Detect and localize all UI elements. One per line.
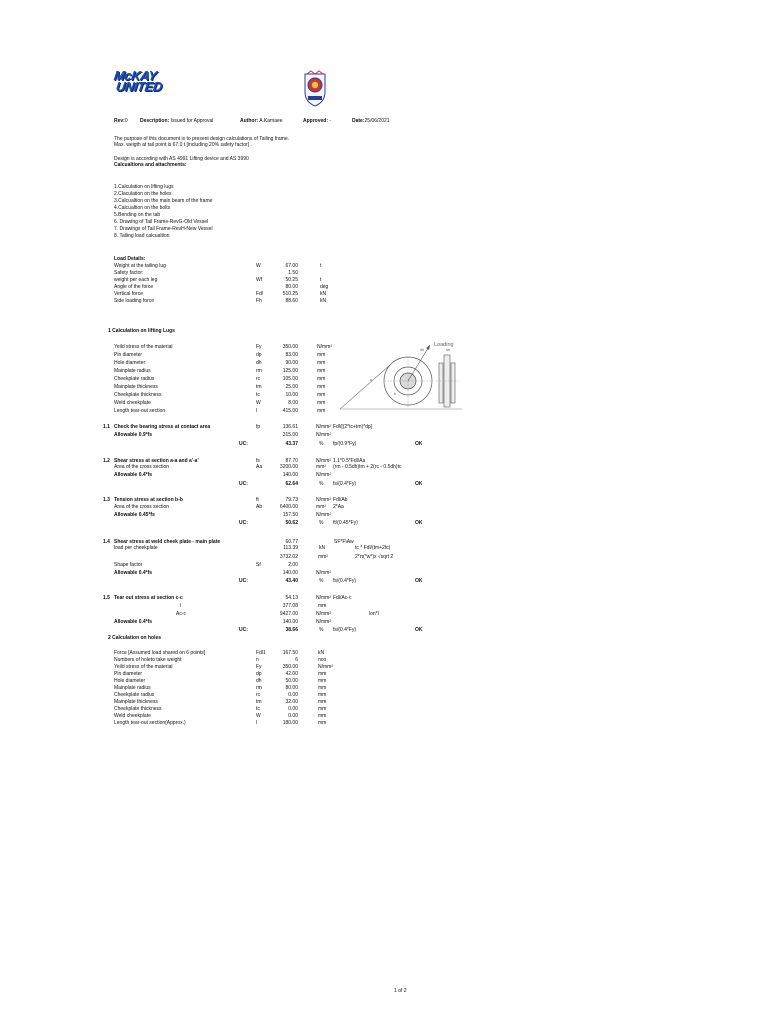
description-field [140, 119, 213, 124]
rev-value: 0 [124, 118, 128, 124]
row-label: weight per each leg [114, 277, 158, 283]
toc-item: 4.Calcualtion on the bolts [114, 205, 171, 211]
row-symbol: W [256, 400, 261, 406]
s11-title: Check the bearing stress at contact area [114, 424, 211, 430]
s14-value5: 140.00 [282, 570, 298, 576]
s14-title: Shear stress at weld cheek plate - main plate [114, 539, 221, 545]
row-value: 25.00 [285, 384, 298, 390]
row-unit: mm [317, 400, 326, 406]
s15-unit2: mm [318, 603, 327, 609]
s11-number: 1.1 [103, 424, 110, 430]
row-symbol: l [256, 408, 258, 414]
row-label: Cheekplate thickness [114, 706, 162, 712]
s15-sub-l: l [180, 603, 182, 609]
s13-subtitle: Area of the cross section [114, 504, 170, 510]
section1-heading: 1 Calculation on lifting Lugs [108, 328, 175, 334]
s12-number: 1.2 [103, 458, 110, 464]
s13-unit1: N/mm² [316, 497, 331, 503]
s13-formula1: Fdl/Ab [333, 497, 348, 503]
row-symbol: n [256, 657, 259, 663]
row-label: Cheekplate radius [114, 692, 155, 698]
row-unit: mm [317, 368, 326, 374]
s13-symbol2: Ab [256, 504, 263, 510]
s13-number: 1.3 [103, 497, 110, 503]
s14-ok: OK [415, 578, 423, 584]
s13-symbol1: ft [256, 497, 259, 503]
s11-formula1: Fdl/[(2*tc+tm)*dp] [333, 424, 373, 430]
row-symbol: Fdl [256, 291, 263, 297]
row-label: Cheekplate thickness [114, 392, 162, 398]
row-value: 0.00 [288, 706, 298, 712]
row-label: Length tear-out section(Approx.) [114, 720, 186, 726]
s11-uc-value: 43.37 [285, 441, 298, 447]
s14-uc-label: UC: [239, 578, 248, 584]
s15-value1: 54.13 [285, 595, 298, 601]
s14-uc-value: 43.40 [285, 578, 298, 584]
intro-line3: Design is according with AS 4991 Lifting device and AS 3990 [114, 156, 249, 162]
s12-uc-formula: fs/(0.4*Fy) [333, 481, 357, 487]
row-symbol: Fy [256, 344, 262, 350]
row-value: 0.00 [288, 713, 298, 719]
s12-value1: 87.70 [285, 458, 298, 464]
s14-shape-label: Shape factor [114, 562, 143, 568]
row-label: Length tear-out section [114, 408, 166, 414]
row-value: 80.00 [285, 685, 298, 691]
s13-unit2: mm² [316, 504, 326, 510]
toc-item: 5.Bending on the tab [114, 212, 161, 218]
s13-allowable: Allowable 0.45*fs [114, 512, 155, 518]
s14-number: 1.4 [103, 539, 110, 545]
s11-symbol: fp [256, 424, 261, 430]
row-label: Mainplate radius [114, 685, 151, 691]
rev-field [114, 119, 128, 124]
page-number: 1 of 2 [394, 988, 407, 994]
s14-allowable: Allowable 0.4*fs [114, 570, 153, 576]
s14-formula3: 2*π(*w*)x √sqrt 2 [355, 554, 394, 560]
row-label: Force [Assumed load shared on 6 points] [114, 650, 206, 656]
s11-unit2: N/mm² [316, 432, 331, 438]
toc-item: 1.Calculation on lifting lugs [114, 184, 174, 190]
row-label: Hole diameter [114, 678, 146, 684]
row-unit: mm [318, 692, 327, 698]
s11-value2: 315.00 [282, 432, 298, 438]
row-value: 0.00 [288, 692, 298, 698]
row-value: 415.00 [282, 408, 298, 414]
row-label: Hole diameter [114, 360, 146, 366]
row-unit: kN [318, 650, 325, 656]
s15-formula1: Fdl/Ac-c [333, 595, 352, 601]
toc-item: 2.Claculation on the holes [114, 191, 172, 197]
s11-value1: 136.61 [282, 424, 298, 430]
row-label: Cheekplate radius [114, 376, 155, 382]
svg-text:a: a [370, 378, 372, 382]
row-unit: t [320, 277, 322, 283]
row-unit: mm [317, 352, 326, 358]
s15-formula3: lon*l [369, 611, 379, 617]
date-field [352, 119, 390, 124]
s14-uc-formula: fs/(0.4*Fy) [333, 578, 357, 584]
s12-uc-value: 62.64 [285, 481, 298, 487]
row-value: 510.25 [282, 291, 298, 297]
row-value: 50.00 [285, 678, 298, 684]
s12-symbol1: fs [256, 458, 260, 464]
s12-uc-unit: % [319, 481, 324, 487]
s12-value3: 140.00 [282, 472, 298, 478]
row-symbol: l [256, 720, 258, 726]
s14-value3: 3732.02 [279, 554, 298, 560]
row-symbol: tc [256, 706, 260, 712]
row-label: Weight at the tailing lug [114, 263, 166, 269]
row-symbol: tc [256, 392, 260, 398]
load-details-heading: Load Details: [114, 256, 146, 262]
author-label: Author: [240, 118, 259, 124]
svg-text:dh: dh [420, 348, 424, 352]
row-label: Pin diameter [114, 671, 143, 677]
row-symbol: rm [256, 368, 262, 374]
row-label: Safety factor: [114, 270, 144, 276]
s12-uc-label: UC: [239, 481, 248, 487]
s12-unit3: N/mm² [316, 472, 331, 478]
s11-allowable: Allowable 0.9*fs [114, 432, 153, 438]
intro-line2: Max. weigth at tail point is 67.0 t [including 20% safety factor] . [114, 142, 252, 148]
row-unit: kN [320, 291, 327, 297]
logo-line2: UNITED [114, 79, 164, 94]
s15-uc-value: 38.66 [285, 627, 298, 633]
row-value: 90.00 [285, 360, 298, 366]
row-symbol: W [256, 713, 261, 719]
s11-ok: OK [415, 441, 423, 447]
mckay-united-logo [114, 70, 176, 94]
row-label: Weld cheekplate [114, 400, 151, 406]
s15-uc-formula: fs/(0.4*Fy) [333, 627, 357, 633]
row-label: Numbers of holeto take weight [114, 657, 182, 663]
row-label: Mainplate thickness [114, 699, 158, 705]
intro-line1: The purpose of this document is to present design calculations of Tailing frame. [114, 136, 290, 142]
s14-subtitle: load per cheekplate [114, 545, 158, 551]
row-unit: kN [320, 298, 327, 304]
row-symbol: W [256, 263, 261, 269]
row-value: 8.00 [288, 400, 298, 406]
s15-uc-label: UC: [239, 627, 248, 633]
row-unit: mm [318, 699, 327, 705]
row-value: 180.00 [282, 720, 298, 726]
s14-value4: 2.00 [288, 562, 298, 568]
s13-uc-formula: ft/(0.45*Fy) [333, 520, 358, 526]
row-value: 6 [295, 657, 298, 663]
description-value: Issued for Approval [170, 118, 214, 124]
row-symbol: tm [256, 384, 262, 390]
s13-unit3: N/mm² [316, 512, 331, 518]
row-unit: mm [317, 384, 326, 390]
approved-value: - [329, 118, 332, 124]
row-symbol: dh [256, 678, 262, 684]
crest-icon [303, 70, 327, 108]
row-label: Mainplate radius [114, 368, 151, 374]
section2-heading: 2 Calculation on holes [108, 635, 162, 641]
s12-unit2: mm² [316, 464, 326, 470]
s15-value3: 9427.00 [279, 611, 298, 617]
row-value: 50.25 [285, 277, 298, 283]
row-label: Side loading force [114, 298, 155, 304]
author-field [240, 119, 283, 124]
row-unit: mm [318, 713, 327, 719]
s15-sub-acc: Ac-c [176, 611, 186, 617]
s11-unit1: N/mm² [316, 424, 331, 430]
s15-value4: 140.00 [282, 619, 298, 625]
s12-formula2: (rm - 0.5dh)tm + 2(rc - 0.5dh)tc [333, 464, 402, 470]
diagram-loading-label: Loading [434, 342, 454, 348]
row-symbol: Fy [256, 664, 262, 670]
row-label: Pin diameter [114, 352, 143, 358]
s11-uc-label: UC: [239, 441, 248, 447]
row-symbol: Fh [256, 298, 262, 304]
s11-uc-formula: fp/(0.9*Fy) [333, 441, 357, 447]
s14-unit2: kN [319, 545, 326, 551]
row-value: 105.00 [282, 376, 298, 382]
s13-formula2: 2*Aa [333, 504, 344, 510]
s14-uc-unit: % [319, 578, 324, 584]
row-symbol: tm [256, 699, 262, 705]
row-symbol: Fdl1 [256, 650, 266, 656]
svg-text:tm: tm [446, 348, 450, 352]
row-symbol: rm [256, 685, 262, 691]
date-label: Date: [352, 118, 365, 124]
row-unit: mm [318, 671, 327, 677]
s14-unit5: N/mm² [316, 570, 331, 576]
row-value: 10.00 [285, 392, 298, 398]
rev-label: Rev: [114, 118, 125, 124]
row-unit: mm [317, 360, 326, 366]
row-label: Vertical force [114, 291, 143, 297]
row-symbol: rc [256, 376, 261, 382]
description-label: Description: [140, 118, 170, 124]
row-symbol: Wf [256, 277, 263, 283]
row-label: Yeild stress of the material [114, 664, 173, 670]
s15-unit4: N/mm² [316, 619, 331, 625]
toc-item: 8. Tailing load calcualtion [114, 233, 170, 239]
s13-ok: OK [415, 520, 423, 526]
row-symbol: dh [256, 360, 262, 366]
s12-formula1: 1.1*0.5*Fdl/Aa [333, 458, 366, 464]
toc-item: 3.Calcualtion on the main beam of the frame [114, 198, 213, 204]
row-label: Angle of the force [114, 284, 154, 290]
row-label: Mainplate thickness [114, 384, 158, 390]
row-unit: mm [317, 376, 326, 382]
s15-number: 1.5 [103, 595, 110, 601]
author-value: A.Kamaee [259, 118, 283, 124]
attachments-heading: Calcualtions and attachments: [114, 162, 187, 168]
row-label: Weld cheekplate [114, 713, 151, 719]
row-unit: deg [320, 284, 329, 290]
s12-unit1: N/mm² [316, 458, 331, 464]
row-value: 167.50 [282, 650, 298, 656]
s13-uc-label: UC: [239, 520, 248, 526]
s13-value1: 79.73 [285, 497, 298, 503]
s13-uc-unit: % [319, 520, 324, 526]
toc-item: 7. Drawings of Tail Frame-RevH-New Vessel [114, 226, 213, 232]
row-symbol: rc [256, 692, 261, 698]
row-unit: mm [318, 678, 327, 684]
s14-formula2: tc * Fdl/(tm+2tc) [355, 545, 391, 551]
row-symbol: dp [256, 352, 262, 358]
s15-allowable: Allowable 0.4*fs [114, 619, 153, 625]
s11-uc-unit: % [319, 441, 324, 447]
svg-text:b: b [394, 392, 396, 396]
s14-unit3: mm² [318, 554, 328, 560]
row-unit: t [320, 263, 322, 269]
row-unit: N/mm² [318, 664, 333, 670]
row-value: 1.50 [288, 270, 298, 276]
approved-label: Approved: [303, 118, 328, 124]
row-unit: mm [318, 685, 327, 691]
row-value: 125.00 [282, 368, 298, 374]
s14-value2: 113.39 [283, 545, 298, 551]
row-unit: mm [318, 720, 327, 726]
row-unit: mm [317, 392, 326, 398]
logo-line1: McKAY [112, 68, 158, 83]
row-unit: N/mm² [317, 344, 332, 350]
s15-value2: 377.08 [282, 603, 298, 609]
row-value: 80.00 [285, 284, 298, 290]
lifting-lug-diagram [338, 339, 464, 411]
s12-subtitle: Area of the cross section [114, 464, 170, 470]
s13-value3: 157.50 [282, 512, 298, 518]
s13-title: Tension stress at section b-b [114, 497, 183, 503]
s15-unit1: N/mm² [316, 595, 331, 601]
row-symbol: dp [256, 671, 262, 677]
s15-ok: OK [415, 627, 423, 633]
s12-allowable: Allowable 0.4*fs [114, 472, 153, 478]
s12-ok: OK [415, 481, 423, 487]
approved-field [303, 119, 331, 124]
s13-uc-value: 50.62 [285, 520, 298, 526]
s12-title: Shear stress at section a-a and a'-a' [114, 458, 199, 464]
row-value: 32.00 [285, 699, 298, 705]
s14-shape-symbol: Sf [256, 562, 261, 568]
s15-uc-unit: % [319, 627, 324, 633]
toc-item: 6. Drawing of Tail Frame-RevG-Old Vessel [114, 219, 209, 225]
row-value: 83.00 [285, 352, 298, 358]
row-label: Yeild stress of the material [114, 344, 173, 350]
row-value: 350.00 [282, 344, 298, 350]
date-value: 25/06/2021 [364, 118, 390, 124]
s14-value1: 60.77 [285, 539, 298, 545]
row-value: 350.00 [282, 664, 298, 670]
row-value: 42.00 [285, 671, 298, 677]
row-unit: noo [318, 657, 327, 663]
s12-symbol2: Aa [256, 464, 263, 470]
row-value: 67.00 [285, 263, 298, 269]
s15-title: Tear out stress at section c-c [114, 595, 183, 601]
s15-unit3: N/mm² [316, 611, 331, 617]
s12-value2: 3200.00 [279, 464, 298, 470]
row-unit: mm [318, 706, 327, 712]
row-unit: mm [317, 408, 326, 414]
s13-value2: 6400.00 [279, 504, 298, 510]
s14-formula1: SF*F\Aw [334, 539, 354, 545]
row-value: 88.60 [285, 298, 298, 304]
